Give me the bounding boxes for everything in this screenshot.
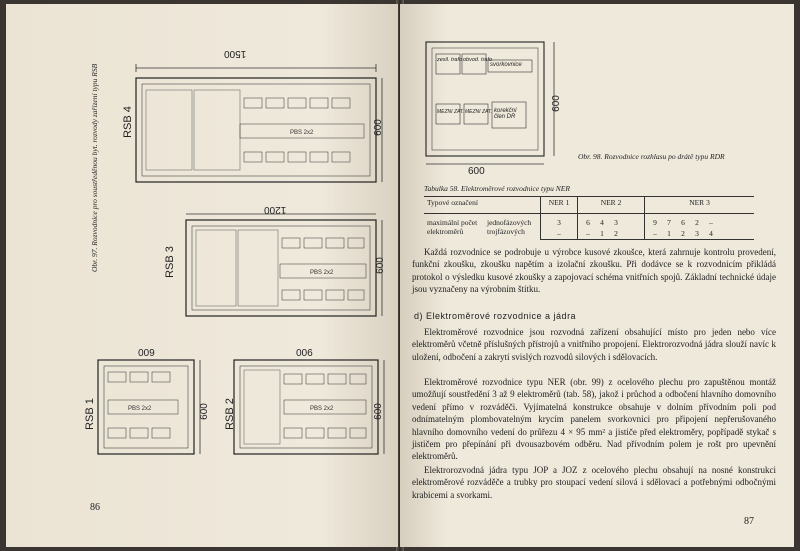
table-cell: 2 [614,229,618,238]
rsb3-busbar-label: PBS 2x2 [310,270,334,276]
rsb1-label: RSB 1 [83,398,96,430]
rsb3-drawing [182,210,392,320]
rsb3-label: RSB 3 [163,246,176,278]
right-page-number: 87 [744,516,754,527]
table58-caption: Tabulka 58. Elektroměrové rozvodnice typu NER [424,184,570,193]
rsb2-width-label: 900 [296,346,313,357]
table-cell: – [709,218,713,227]
table-cell: 4 [709,229,713,238]
table-cell: 3 [614,218,618,227]
table-row-label: maximální počet elektroměrů [427,218,478,236]
paragraph-3-text: Elektroměrové rozvodnice typu NER (obr. 99) z ocelového plechu pro zapuštěnou montáž umožňují soustředění 3 až 9 elektroměrů (tab. 58), jakož i průchod a odbočení hlavního domovního vedení přímo v rozváděči. Vyjímatelná konstrukce obsahuje v dolním přívodním poli pod odnímatelným plombovatelným krycím panelem svorkovnici pro připojení nepřerušovaného hlavního domovního vedení do průřezu 4 × 95 mm² a jističe před elektroměry, popřípadě stykač s jističem pro přepínání při dvousazbovém odběru. Nad přívodním polem je rošt pro upevnění elektroměrů. [412,377,776,462]
rdr-box-zesil-trafo: zesil. trafo [437,57,463,63]
table-cell: 7 [667,218,671,227]
rdr-box-svorkovnice: svorkovnice [490,62,522,68]
left-page: Obr. 97. Rozvodnice pro soustředěnou byt. rozvody zařízení typu RSB RSB 4 1500 600 PBS 2x2 RSB 3 1200 600 PBS 2x2 RSB 1 600 600 PBS 2x2 RSB 2 900 600 PBS 2x2 86 [6,4,398,547]
rsb3-width-label: 1200 [264,204,287,215]
table-cell: 3 [557,218,561,227]
rsb4-width-label: 1500 [224,48,247,59]
table-header-ner1: NER 1 [541,197,578,214]
rsb1-busbar-label: PBS 2x2 [128,406,152,412]
paragraph-4-text: Elektrorozvodná jádra typu JOP a JOZ z ocelového plechu obsahují na nosné konstrukci elektroměrové rozváděče a trubky pro stoupací vedení silová i sdělovací a potřebnými odbočnými krabicemi a svorkami. [412,465,776,500]
table-cell: 1 [667,229,671,238]
paragraph-4 [412,464,776,501]
rsb1-width-label: 600 [138,346,155,357]
table-cell: 4 [600,218,604,227]
table-cell: – [586,229,590,238]
ner-table [424,196,754,240]
rsb4-drawing [132,56,392,186]
rsb2-drawing [230,356,390,456]
rsb1-drawing [94,356,206,456]
paragraph-2 [412,326,776,363]
rdr-height-label: 600 [550,95,562,112]
table-cell: 2 [681,229,685,238]
rdr-box-mezni-zat-2: MEZNI ZAT. [465,109,492,115]
table-header-ner3: NER 3 [645,197,755,214]
rsb4-label: RSB 4 [121,106,134,138]
table-kind-single: jednofázových [487,218,532,227]
rdr-width-label: 600 [468,166,485,177]
rsb3-height-label: 600 [374,257,386,274]
rsb4-busbar-label: PBS 2x2 [290,130,314,136]
rsb2-busbar-label: PBS 2x2 [310,406,334,412]
table-cell: 2 [695,218,699,227]
paragraph-2-text: Elektroměrové rozvodnice jsou rozvodná zařízení obsahující místo pro jeden nebo více elektroměrů včetně příslušných přístrojů a vnitřního propojení. Elektrorozvodná jádra slouží navíc k uložení, odbočení a zakrytí svislých rozvodů silových i sdělovacích. [412,327,776,362]
right-page [400,4,794,547]
rsb1-height-label: 600 [198,403,210,420]
table-cell: 1 [600,229,604,238]
figure98-caption: Obr. 98. Rozvodnice rozhlasu po drátě typu RDR [578,152,725,161]
rsb2-label: RSB 2 [223,398,236,430]
rdr-box-mezni-zat-1: MEZNI ZAT. [437,109,464,115]
table-cell: 3 [695,229,699,238]
rdr-box-korekcni-clen: korekční člen DR [494,108,517,120]
rsb4-height-label: 600 [372,119,384,136]
rsb2-height-label: 600 [372,403,384,420]
table-row [424,214,754,229]
table-cell: 6 [586,218,590,227]
rdr-box-obvod-trafo: obvod. trafo [463,57,493,63]
table-cell: – [653,229,657,238]
table-header-type: Typové označení [424,197,541,214]
table-kind-three: trojfázových [487,227,525,236]
section-heading: d) Elektroměrové rozvodnice a jádra [414,311,577,321]
table-header-ner2: NER 2 [578,197,645,214]
paragraph-3 [412,376,776,463]
table-cell: 6 [681,218,685,227]
table-cell: – [557,229,561,238]
paragraph-1-text: Každá rozvodnice se podrobuje u výrobce kusové zkoušce, která zahrnuje kontrolu provedení, funkční zkoušku, zkoušku napětím a izolační zkoušku. Při dodávce se k rozvodnicím přikládá protokol o výsledku kusové zkoušky a zapojovací schéma vnitřních spojů. Základní technické údaje jsou vyznačeny na výrobním štítku. [412,247,776,295]
table-cell: 9 [653,218,657,227]
paragraph-1 [412,246,776,296]
left-page-number: 86 [90,502,100,513]
